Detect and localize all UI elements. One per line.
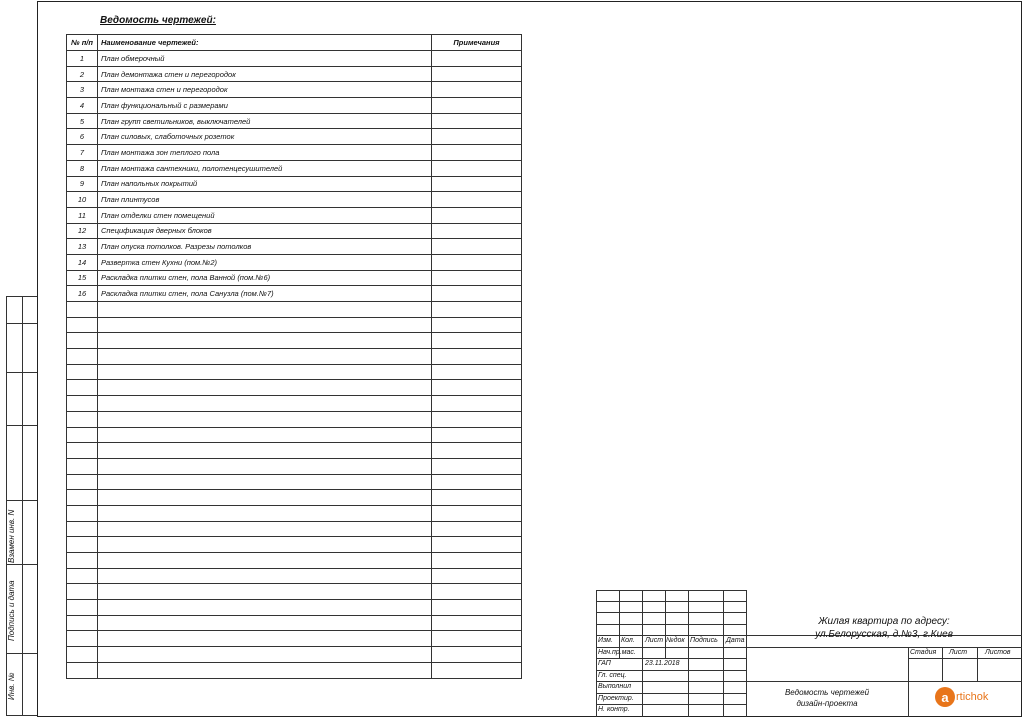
header-notes: Примечания (432, 35, 522, 51)
role-nkontr: Н. контр. (598, 706, 630, 713)
table-row (67, 239, 522, 255)
empty-cell (98, 333, 432, 349)
row-number: 7 (67, 145, 98, 161)
row-name: План опуска потолков. Разрезы потолков (98, 239, 432, 255)
table-row (67, 51, 522, 67)
empty-cell (98, 380, 432, 396)
document-title: Ведомость чертежей: (100, 15, 216, 26)
empty-cell (98, 600, 432, 616)
header-num: № п/п (67, 35, 98, 51)
gap-date: 23.11.2018 (645, 660, 680, 667)
artichok-logo (935, 687, 988, 707)
role-proektir: Проектир. (598, 695, 634, 702)
empty-cell (67, 364, 98, 380)
empty-cell (67, 584, 98, 600)
row-name: План групп светильников, выключателей (98, 113, 432, 129)
row-name: План силовых, слаботочных розеток (98, 129, 432, 145)
empty-cell (98, 537, 432, 553)
row-notes (432, 129, 522, 145)
empty-cell (432, 349, 522, 365)
table-row-empty (67, 380, 522, 396)
table-row-empty (67, 302, 522, 318)
row-notes (432, 207, 522, 223)
empty-cell (432, 615, 522, 631)
row-name: План монтажа сантехники, полотенцесушителей (98, 160, 432, 176)
empty-cell (432, 443, 522, 459)
row-number: 15 (67, 270, 98, 286)
row-notes (432, 66, 522, 82)
empty-cell (432, 537, 522, 553)
table-row-empty (67, 333, 522, 349)
table-row (67, 66, 522, 82)
logo-mark: a (935, 687, 955, 707)
sheets-label: Листов (985, 649, 1011, 656)
col-date: Дата (726, 637, 745, 644)
table-row-empty (67, 317, 522, 333)
col-sign: Подпись (690, 637, 718, 644)
table-row (67, 207, 522, 223)
row-name: Раскладка плитки стен, пола Ванной (пом.№6) (98, 270, 432, 286)
empty-cell (432, 364, 522, 380)
table-row-empty (67, 568, 522, 584)
row-name: План плинтусов (98, 192, 432, 208)
doc-line-1: Ведомость чертежей (784, 688, 870, 697)
row-notes (432, 176, 522, 192)
doc-line-2: дизайн-проекта (796, 699, 858, 708)
row-number: 14 (67, 254, 98, 270)
empty-cell (98, 647, 432, 663)
empty-cell (432, 427, 522, 443)
table-row-empty (67, 647, 522, 663)
table-row-empty (67, 411, 522, 427)
empty-cell (67, 490, 98, 506)
row-number: 2 (67, 66, 98, 82)
empty-cell (67, 505, 98, 521)
empty-cell (432, 505, 522, 521)
table-row (67, 129, 522, 145)
table-row (67, 82, 522, 98)
row-number: 4 (67, 98, 98, 114)
empty-cell (67, 396, 98, 412)
table-row (67, 223, 522, 239)
row-name: Спецификация дверных блоков (98, 223, 432, 239)
row-notes (432, 223, 522, 239)
stage-label: Стадия (910, 649, 937, 656)
table-row (67, 145, 522, 161)
row-name: План монтажа стен и перегородок (98, 82, 432, 98)
row-notes (432, 82, 522, 98)
role-glspec: Гл. спец. (598, 672, 627, 679)
table-row (67, 254, 522, 270)
row-name: План функциональный с размерами (98, 98, 432, 114)
empty-cell (432, 396, 522, 412)
row-number: 5 (67, 113, 98, 129)
empty-cell (432, 458, 522, 474)
row-name: План демонтажа стен и перегородок (98, 66, 432, 82)
empty-cell (67, 443, 98, 459)
empty-cell (98, 302, 432, 318)
project-line-2: ул.Белорусская, д.№3, г.Киев (815, 629, 953, 640)
empty-cell (67, 474, 98, 490)
empty-cell (98, 349, 432, 365)
table-row-empty (67, 505, 522, 521)
empty-cell (98, 396, 432, 412)
empty-cell (67, 302, 98, 318)
empty-cell (67, 631, 98, 647)
table-row-empty (67, 615, 522, 631)
project-line-1: Жилая квартира по адресу: (818, 616, 950, 627)
empty-cell (432, 600, 522, 616)
empty-cell (67, 537, 98, 553)
row-name: План монтажа зон теплого пола (98, 145, 432, 161)
empty-cell (432, 662, 522, 678)
empty-cell (98, 615, 432, 631)
row-notes (432, 160, 522, 176)
empty-cell (67, 427, 98, 443)
empty-cell (98, 443, 432, 459)
table-row-empty (67, 537, 522, 553)
margin-stamp (6, 296, 37, 716)
empty-cell (67, 411, 98, 427)
table-row-empty (67, 600, 522, 616)
col-ndok: №док (666, 637, 685, 644)
empty-cell (432, 411, 522, 427)
empty-cell (432, 647, 522, 663)
empty-cell (432, 317, 522, 333)
col-list: Лист (645, 637, 664, 644)
label-sign-date: Подпись и дата (7, 580, 16, 641)
table-row-empty (67, 553, 522, 569)
row-notes (432, 192, 522, 208)
row-notes (432, 239, 522, 255)
empty-cell (432, 333, 522, 349)
row-number: 10 (67, 192, 98, 208)
row-notes (432, 113, 522, 129)
empty-cell (67, 662, 98, 678)
empty-cell (98, 631, 432, 647)
row-number: 16 (67, 286, 98, 302)
role-gap: ГАП (598, 660, 611, 667)
table-row (67, 113, 522, 129)
empty-cell (98, 458, 432, 474)
row-number: 1 (67, 51, 98, 67)
empty-cell (98, 490, 432, 506)
row-notes (432, 51, 522, 67)
col-kol: Кол. (621, 637, 635, 644)
row-name: Развертка стен Кухни (пом.№2) (98, 254, 432, 270)
empty-cell (432, 568, 522, 584)
table-row-empty (67, 349, 522, 365)
table-header-row (67, 35, 522, 51)
row-number: 12 (67, 223, 98, 239)
role-vypolnil: Выполнил (598, 683, 632, 690)
table-row-empty (67, 521, 522, 537)
col-izm: Изм. (598, 637, 613, 644)
table-row-empty (67, 631, 522, 647)
table-row (67, 286, 522, 302)
row-name: План обмерочный (98, 51, 432, 67)
table-row (67, 270, 522, 286)
logo-wordmark: rtichok (956, 691, 989, 703)
table-row-empty (67, 490, 522, 506)
empty-cell (67, 458, 98, 474)
table-row (67, 176, 522, 192)
table-row (67, 160, 522, 176)
table-row-empty (67, 364, 522, 380)
empty-cell (67, 568, 98, 584)
row-number: 9 (67, 176, 98, 192)
row-number: 13 (67, 239, 98, 255)
empty-cell (67, 317, 98, 333)
empty-cell (67, 647, 98, 663)
row-notes (432, 98, 522, 114)
empty-cell (432, 474, 522, 490)
empty-cell (98, 427, 432, 443)
empty-cell (67, 615, 98, 631)
empty-cell (98, 364, 432, 380)
row-name: План напольных покрытий (98, 176, 432, 192)
row-name: План отделки стен помещений (98, 207, 432, 223)
empty-cell (98, 553, 432, 569)
table-row-empty (67, 396, 522, 412)
empty-cell (98, 662, 432, 678)
table-row (67, 192, 522, 208)
row-number: 3 (67, 82, 98, 98)
empty-cell (98, 317, 432, 333)
drawings-table (66, 34, 522, 679)
empty-cell (432, 584, 522, 600)
table-row-empty (67, 662, 522, 678)
empty-cell (98, 474, 432, 490)
empty-cell (98, 521, 432, 537)
table-row-empty (67, 584, 522, 600)
table-row-empty (67, 458, 522, 474)
row-notes (432, 286, 522, 302)
role-nach: Нач.пр.мас. (598, 649, 636, 656)
label-inv: Инв. № (7, 672, 16, 700)
empty-cell (432, 521, 522, 537)
row-name: Раскладка плитки стен, пола Санузла (пом.№7) (98, 286, 432, 302)
empty-cell (98, 505, 432, 521)
row-notes (432, 254, 522, 270)
sheet-label: Лист (949, 649, 968, 656)
empty-cell (432, 631, 522, 647)
empty-cell (67, 521, 98, 537)
empty-cell (432, 380, 522, 396)
empty-cell (432, 553, 522, 569)
label-replace: Взамен инв. N (7, 509, 16, 563)
row-notes (432, 145, 522, 161)
row-number: 11 (67, 207, 98, 223)
empty-cell (67, 380, 98, 396)
empty-cell (67, 333, 98, 349)
empty-cell (432, 490, 522, 506)
header-name: Наименование чертежей: (98, 35, 432, 51)
empty-cell (432, 302, 522, 318)
empty-cell (98, 411, 432, 427)
row-number: 6 (67, 129, 98, 145)
table-row-empty (67, 443, 522, 459)
table-row-empty (67, 474, 522, 490)
empty-cell (67, 600, 98, 616)
empty-cell (67, 349, 98, 365)
empty-cell (98, 584, 432, 600)
table-row (67, 98, 522, 114)
empty-cell (98, 568, 432, 584)
row-notes (432, 270, 522, 286)
row-number: 8 (67, 160, 98, 176)
table-row-empty (67, 427, 522, 443)
empty-cell (67, 553, 98, 569)
